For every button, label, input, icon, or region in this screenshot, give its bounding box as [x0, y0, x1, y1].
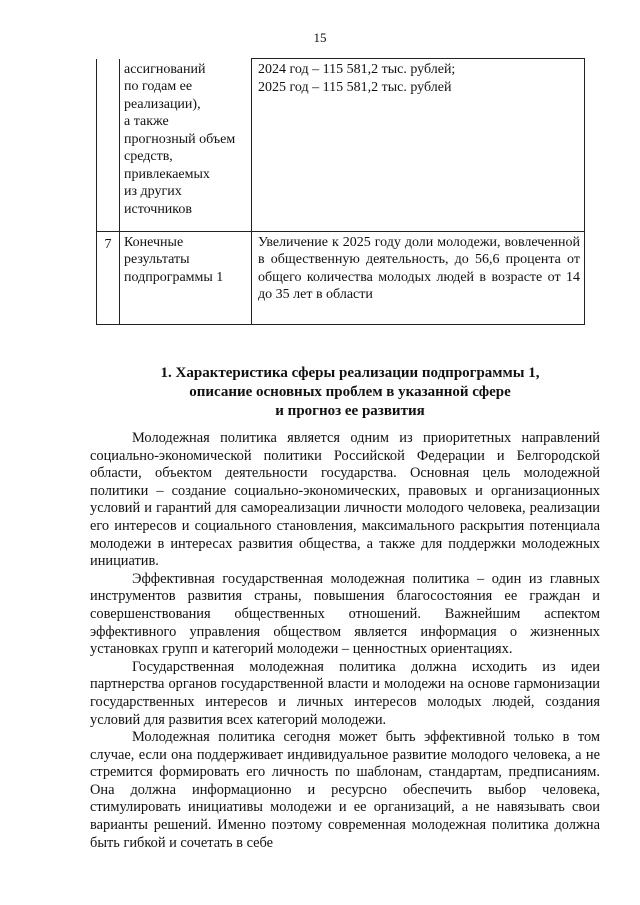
paragraph: Молодежная политика является одним из приоритетных направлений социально-экономической политики Российской Федерации и Белгородской области, объектом деятельности государства. Основная цель молодежной политики – создание социально-экономических, правовых и организационных условий и гарантий для самореализации личности молодого человека, реализации его интересов и социального становления, максимального раскрытия потенциала молодежи в интересах развития общества, а также для поддержки молодежных инициатив. [90, 430, 600, 570]
paragraph: Эффективная государственная молодежная политика – один из главных инструментов развития страны, повышения благосостояния ее граждан и совершенствования общественных отношений. Важнейшим аспектом эффективного управления обществом является информация о жизненных установках групп и категорий молодежи – ценностных ориентациях. [90, 570, 600, 658]
row-value: Увеличение к 2025 году доли молодежи, вовлеченной в общественную деятельность, до 56,6 процента от общего количества молодых людей в возрасте от 14 до 35 лет в области [252, 231, 585, 324]
label-line: ассигнований [124, 61, 206, 77]
paragraph: Молодежная политика сегодня может быть эффективной только в том случае, если она поддерживает индивидуальное развитие молодого человека, а не стремится формировать его личность по шаблонам, стандартам, предписаниям. Она должна информационно и ресурсно обеспечить выбор человека, стимулировать инициативы молодежи и ее организаций, а не навязывать свои варианты решений. Именно поэтому современная молодежная политика должна быть гибкой и сочетать в себе [90, 729, 600, 851]
section-title-line: и прогноз ее развития [275, 403, 425, 419]
table-row [97, 59, 585, 232]
row-number: 7 [97, 231, 120, 324]
page-number: 15 [313, 30, 327, 45]
label-line: средств, [124, 149, 173, 164]
body-text [90, 430, 600, 852]
table-row [97, 231, 585, 324]
label-line: результаты [124, 252, 190, 267]
passport-table [96, 58, 585, 325]
label-line: подпрограммы 1 [124, 269, 224, 285]
section-title [90, 364, 610, 421]
row-value [252, 59, 585, 232]
section-title-line: описание основных проблем в указанной сфере [189, 384, 511, 400]
label-line: прогнозный объем [124, 131, 236, 147]
section-title-line: 1. Характеристика сферы реализации подпрограммы 1, [160, 365, 540, 381]
label-line: привлекаемых [124, 166, 210, 182]
label-line: из других [124, 184, 182, 199]
row-label [120, 59, 252, 232]
label-line: источников [124, 201, 193, 217]
label-line: реализации), [124, 96, 201, 112]
label-line: а также [124, 114, 169, 129]
label-line: Конечные [124, 234, 184, 250]
value-line: 2024 год – 115 581,2 тыс. рублей; [258, 62, 456, 77]
value-line: 2025 год – 115 581,2 тыс. рублей [258, 79, 452, 95]
label-line: по годам ее [124, 79, 193, 94]
paragraph: Государственная молодежная политика должна исходить из идеи партнерства органов государственной власти и молодежи на основе гармонизации государственных интересов и личных интересов молодых людей, создания условий для развития всех категорий молодежи. [90, 658, 600, 728]
row-label [120, 231, 252, 324]
row-number [97, 59, 120, 232]
